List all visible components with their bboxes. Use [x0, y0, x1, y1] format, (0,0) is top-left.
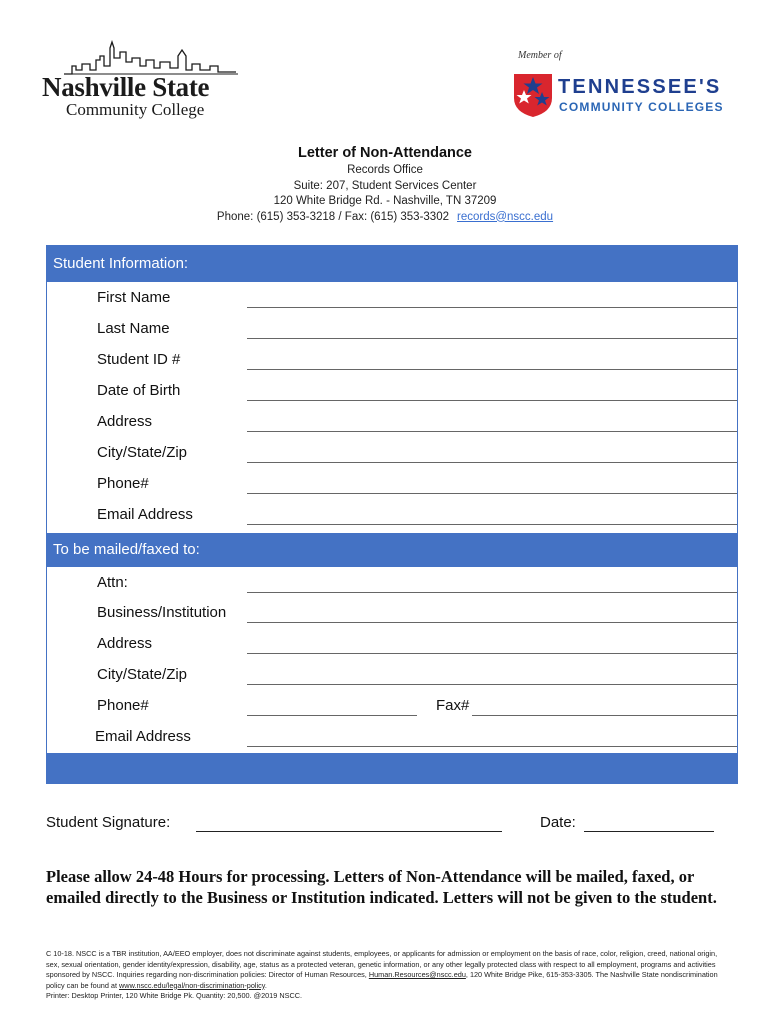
mail-address-field[interactable]: [247, 653, 737, 654]
last-name-label: Last Name: [97, 320, 170, 337]
address-field[interactable]: [247, 431, 737, 432]
date-label: Date:: [540, 814, 576, 831]
office-name: Records Office: [347, 164, 423, 176]
mail-city-state-zip-label: City/State/Zip: [97, 666, 188, 683]
hr-email-link[interactable]: Human.Resources@nscc.edu: [368, 970, 466, 979]
tn-colleges-name: TENNESSEE'S: [558, 76, 722, 98]
business-field[interactable]: [247, 622, 737, 623]
phone-label: Phone#: [97, 475, 149, 492]
skyline-icon: [60, 40, 240, 76]
document-title: Letter of Non-Attendance: [298, 145, 472, 161]
mail-phone-field[interactable]: [247, 715, 417, 716]
office-street: 120 White Bridge Rd. - Nashville, TN 37209: [273, 195, 497, 207]
student-id-field[interactable]: [247, 369, 737, 370]
address-label: Address: [97, 413, 153, 430]
phone-fax: Phone: (615) 353-3218 / Fax: (615) 353-3302: [216, 210, 449, 223]
student-id-label: Student ID #: [97, 351, 181, 368]
mail-phone-label: Phone#: [97, 697, 149, 714]
date-field[interactable]: [584, 831, 714, 832]
signature-label: Student Signature:: [46, 814, 171, 831]
processing-notice: Please allow 24-48 Hours for processing. Letters of Non-Attendance will be mailed, faxed, or emailed directly to the Business or Institution indicated. Letters will not be given to the student.: [46, 867, 717, 907]
first-name-label: First Name: [97, 289, 171, 306]
phone-field[interactable]: [247, 493, 737, 494]
records-email-link[interactable]: records@nscc.edu: [457, 210, 554, 223]
college-subtitle: Community College: [66, 100, 205, 119]
business-label: Business/Institution: [97, 604, 227, 621]
fine-print-line3: Printer: Desktop Printer, 120 White Bridge Pk. Quantity: 20,500. @2019 NSCC.: [46, 991, 303, 1000]
panel-footer-band: [47, 753, 737, 784]
last-name-field[interactable]: [247, 338, 737, 339]
email-label: Email Address: [97, 506, 193, 523]
city-state-zip-label: City/State/Zip: [97, 444, 188, 461]
fine-print: C 10-18. NSCC is a TBR institution, AA/EEO employer, does not discriminate against students, employees, or applicants for admission or employment on the basis of race, color, religion, creed, national origin, sex, sexual orientation, gender identity/expression, disability, age, status as a protected veteran, genetic information, or any other legally protected class with respect to all employment, programs and activities sponsored by NSCC. Inquiries regarding non-discrimination policies: Director of Human Resources, Human.Resources@nscc.edu, 120 White Bridge Pike, 615-353-3305. The Nashville State nondiscrimination policy can be found at www.nscc.edu/legal/non-discrimination-policy. Printer: Desktop Printer, 120 White Bridge Pk. Quantity: 20,500. @2019 NSCC.: [46, 949, 718, 1000]
nscc-logo: [40, 40, 240, 120]
mail-city-state-zip-field[interactable]: [247, 684, 737, 685]
signature-field[interactable]: [196, 831, 502, 832]
dob-label: Date of Birth: [97, 382, 181, 399]
fax-field[interactable]: [472, 715, 737, 716]
policy-link[interactable]: www.nscc.edu/legal/non-discrimination-policy: [119, 980, 265, 990]
contact-line: [0, 210, 770, 226]
first-name-field[interactable]: [247, 307, 737, 308]
tn-colleges-subtitle: COMMUNITY COLLEGES: [559, 100, 724, 114]
tristar-icon: [512, 68, 554, 118]
title-block: [0, 144, 770, 225]
dob-field[interactable]: [247, 400, 737, 401]
mail-address-label: Address: [97, 635, 153, 652]
email-field[interactable]: [247, 524, 737, 525]
office-suite: Suite: 207, Student Services Center: [293, 179, 477, 192]
tbr-logo: [512, 50, 722, 125]
member-of-label: Member of: [518, 50, 562, 61]
mail-email-field[interactable]: [247, 746, 737, 747]
fine-print-line2: , 120 White Bridge Pike, 615-353-3305. The Nashville State nondiscrimination policy can be found at: [46, 970, 718, 990]
fine-print-line1: C 10-18. NSCC is a TBR institution, AA/EEO employer, does not discriminate against students, employees, or applicants for admission or employment on the basis of race, color, religion, creed, national origin, sex, sexual orientation, gender identity/expression, disability, age, status as a protected veteran, genetic information, or any other legally protected class with respect to all employment, programs and activities sponsored by NSCC. Inquiries regarding non-discrimination policies: Director of Human Resources,: [46, 949, 718, 979]
mail-to-header: To be mailed/faxed to:: [47, 533, 737, 567]
form-panel: [46, 245, 738, 784]
college-name: Nashville State: [42, 72, 210, 102]
attn-label: Attn:: [97, 574, 128, 591]
fax-label: Fax#: [436, 697, 470, 714]
student-info-header: Student Information:: [47, 246, 737, 282]
attn-field[interactable]: [247, 592, 737, 593]
city-state-zip-field[interactable]: [247, 462, 737, 463]
mail-email-label: Email Address: [95, 728, 191, 745]
